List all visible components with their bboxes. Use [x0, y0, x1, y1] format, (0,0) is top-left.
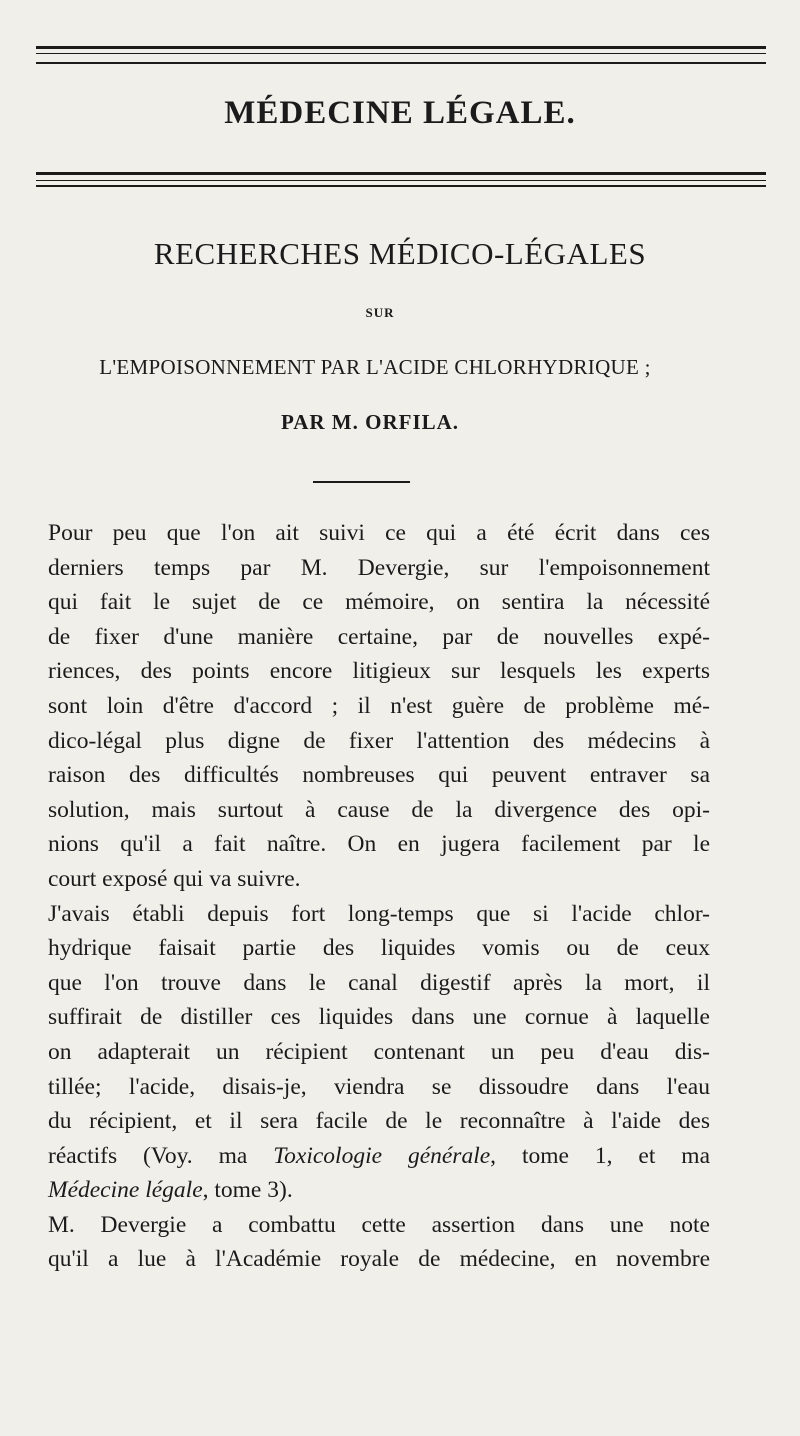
reference-end-line	[48, 1173, 710, 1208]
text-line: on adapterait un récipient contenant un peu d'eau dis-	[48, 1038, 710, 1065]
text-line: J'avais établi depuis fort long-temps que si l'acide chlor-	[48, 900, 710, 927]
paragraph-1	[48, 516, 710, 897]
article-body	[48, 516, 710, 1277]
paragraph-2	[48, 897, 710, 1208]
bottom-rule-thin	[36, 180, 766, 181]
text-line: solution, mais surtout à cause de la divergence des opi-	[48, 796, 710, 823]
bottom-rule-medium	[36, 185, 766, 187]
text-line: qui fait le sujet de ce mémoire, on sentira la nécessité	[48, 589, 710, 616]
top-rule-thin	[36, 53, 766, 54]
reference-book-toxicologie: Toxicologie générale	[273, 1142, 491, 1169]
section-heading: MÉDECINE LÉGALE.	[224, 95, 576, 131]
top-rule-thick	[36, 46, 766, 49]
text-line: raison des difficultés nombreuses qui peuvent entraver sa	[48, 762, 710, 789]
title-connector: SUR	[365, 305, 395, 320]
top-rule-medium	[36, 62, 766, 64]
text-line: Pour peu que l'on ait suivi ce qui a été écrit dans ces	[48, 520, 710, 546]
reference-book-medecine: Médecine légale	[48, 1177, 203, 1204]
reference-suffix: , tome 1, et ma	[490, 1142, 710, 1169]
text-line: court exposé qui va suivre.	[48, 865, 301, 892]
text-line: nions qu'il a fait naître. On en jugera facilement par le	[48, 831, 710, 858]
reference-end: , tome 3).	[202, 1177, 293, 1204]
text-line: M. Devergie a combattu cette assertion dans une note	[48, 1211, 710, 1238]
reference-prefix: réactifs (Voy. ma	[48, 1142, 274, 1169]
text-line: de fixer d'une manière certaine, par de nouvelles expé-	[48, 623, 710, 650]
bottom-rule-thick	[36, 172, 766, 175]
text-line: tillée; l'acide, disais-je, viendra se dissoudre dans l'eau	[48, 1073, 710, 1100]
text-line: du récipient, et il sera facile de le reconnaître à l'aide des	[48, 1108, 710, 1135]
article-subtitle: L'EMPOISONNEMENT PAR L'ACIDE CHLORHYDRIQUE ;	[99, 355, 651, 379]
text-line: dico-légal plus digne de fixer l'attention des médecins à	[48, 727, 710, 754]
text-line: hydrique faisait partie des liquides vomis ou de ceux	[48, 935, 710, 962]
article-title: RECHERCHES MÉDICO-LÉGALES	[153, 236, 647, 271]
text-line: derniers temps par M. Devergie, sur l'empoisonnement	[48, 554, 710, 581]
article-author: PAR M. ORFILA.	[280, 410, 460, 434]
title-divider	[313, 481, 410, 483]
text-line: riences, des points encore litigieux sur lesquels les experts	[48, 658, 710, 685]
text-line: que l'on trouve dans le canal digestif après la mort, il	[48, 969, 710, 996]
text-line: sont loin d'être d'accord ; il n'est guère de problème mé-	[48, 692, 710, 719]
text-line: qu'il a lue à l'Académie royale de médecine, en novembre	[48, 1246, 710, 1273]
text-line: suffirait de distiller ces liquides dans une cornue à laquelle	[48, 1004, 710, 1031]
paragraph-3	[48, 1208, 710, 1277]
reference-line	[48, 1139, 710, 1174]
